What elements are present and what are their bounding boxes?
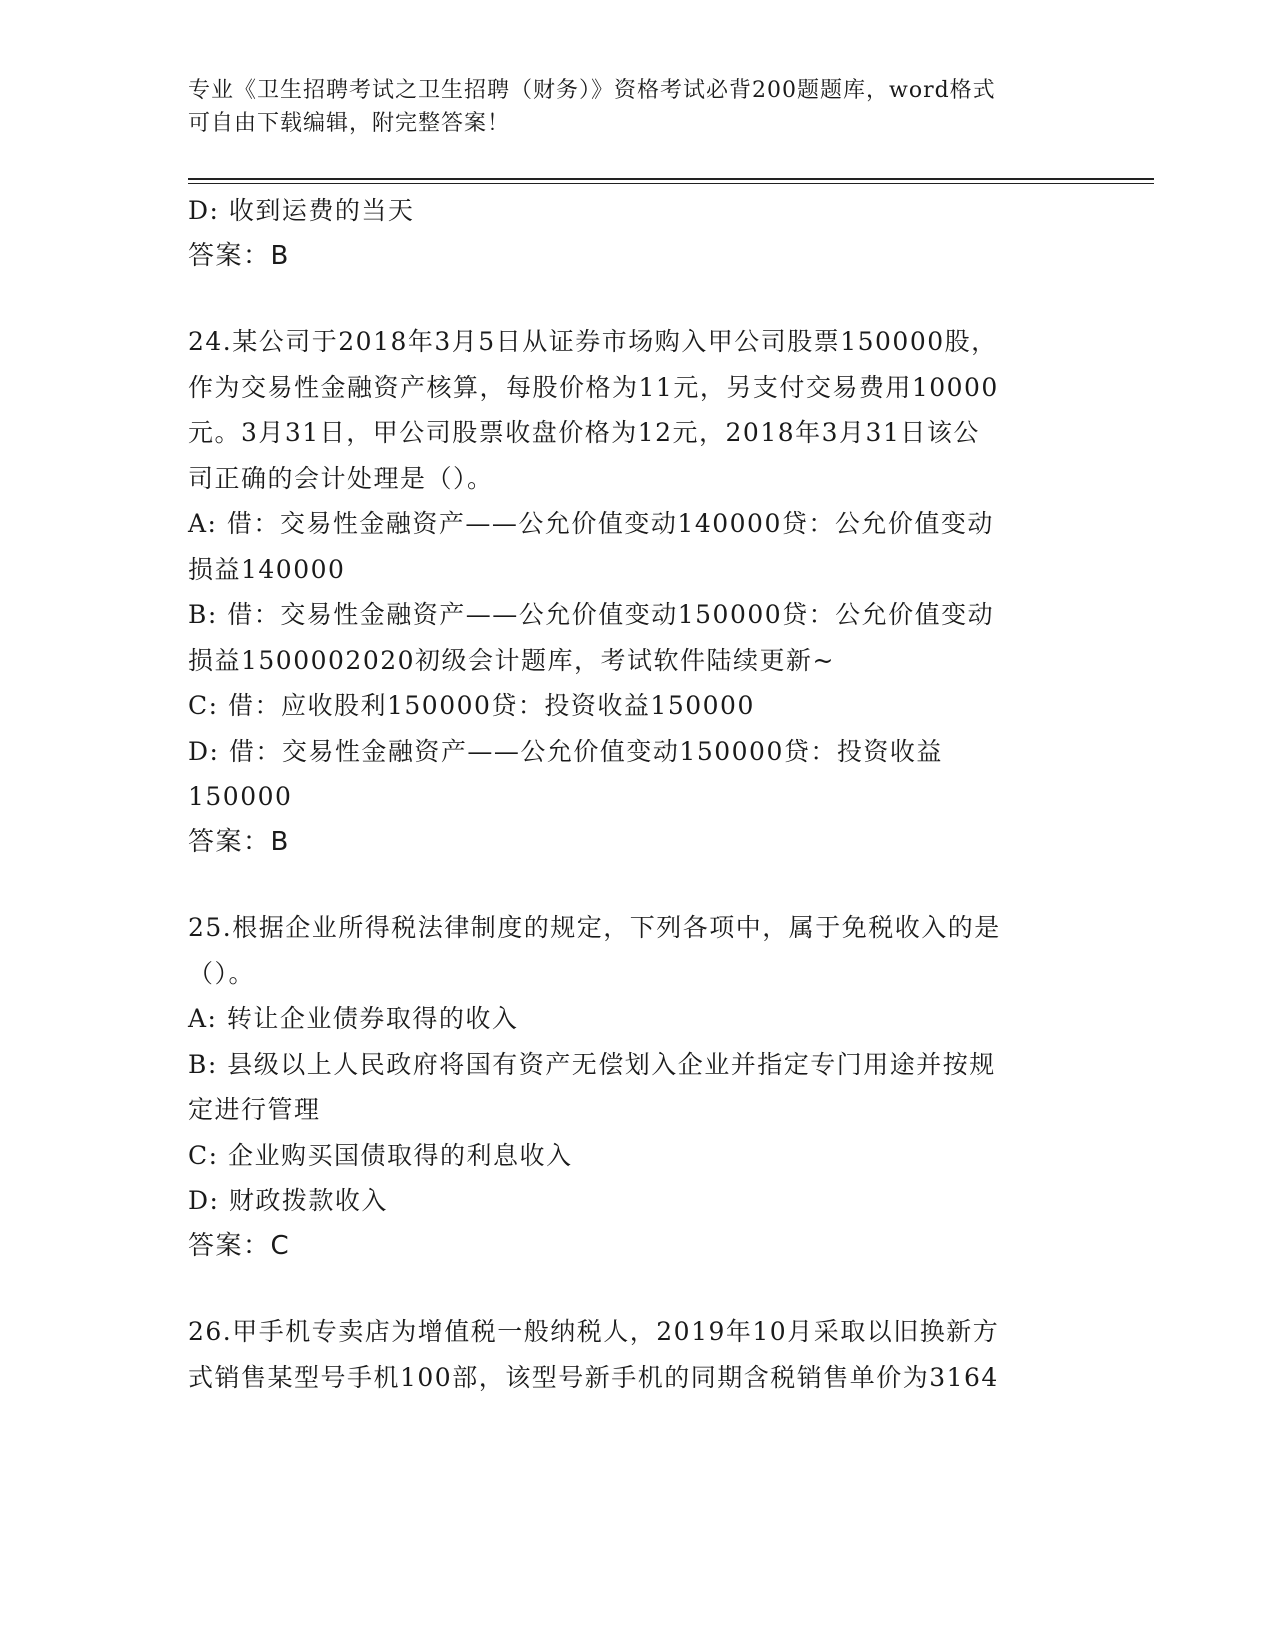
header-title-line-1: 专业《卫生招聘考试之卫生招聘（财务）》资格考试必背200题题库，word格式 — [188, 78, 996, 103]
document-header — [188, 74, 1068, 140]
question-stem-line: 式销售某型号手机100部，该型号新手机的同期含税销售单价为3164 — [188, 1362, 999, 1392]
question-25 — [188, 905, 1068, 1269]
question-stem-line: （）。 — [188, 958, 256, 988]
question-stem-line: 26.甲手机专卖店为增值税一般纳税人，2019年10月采取以旧换新方 — [188, 1317, 1000, 1346]
question-stem-line: 25.根据企业所得税法律制度的规定，下列各项中，属于免税收入的是 — [188, 913, 1001, 942]
question-26 — [188, 1309, 1068, 1400]
option-d: D: 财政拨款收入 — [188, 1186, 388, 1215]
question-stem-line: 元。3月31日，甲公司股票收盘价格为12元，2018年3月31日该公 — [188, 418, 980, 447]
option-d-continued: 150000 — [188, 782, 293, 811]
option-c: C: 借：应收股利150000贷：投资收益150000 — [188, 691, 755, 720]
question-23-tail — [188, 188, 1068, 279]
question-24 — [188, 319, 1068, 865]
option-a: A: 转让企业债券取得的收入 — [188, 1004, 519, 1033]
header-divider-thick — [188, 178, 1154, 180]
option-b: B: 县级以上人民政府将国有资产无偿划入企业并指定专门用途并按规 — [188, 1049, 996, 1079]
document-body — [188, 188, 1068, 1400]
spacer — [188, 865, 1068, 905]
option-b-continued: 损益1500002020初级会计题库，考试软件陆续更新~ — [188, 645, 836, 675]
option-d: D: 借：交易性金融资产——公允价值变动150000贷：投资收益 — [188, 736, 943, 766]
answer-line: 答案：B — [188, 240, 290, 271]
answer-line: 答案：B — [188, 826, 290, 857]
option-a: A: 借：交易性金融资产——公允价值变动140000贷：公允价值变动 — [188, 509, 994, 538]
question-stem-line: 24.某公司于2018年3月5日从证券市场购入甲公司股票150000股， — [188, 327, 998, 356]
option-b-continued: 定进行管理 — [188, 1095, 321, 1124]
header-title-line-2: 可自由下载编辑，附完整答案！ — [188, 111, 511, 136]
spacer — [188, 279, 1068, 319]
option-a-continued: 损益140000 — [188, 554, 346, 584]
question-stem-line: 司正确的会计处理是（）。 — [188, 463, 494, 493]
option-d: D: 收到运费的当天 — [188, 196, 415, 225]
option-b: B: 借：交易性金融资产——公允价值变动150000贷：公允价值变动 — [188, 600, 995, 629]
header-divider-thin — [188, 183, 1154, 184]
spacer — [188, 1269, 1068, 1309]
question-stem-line: 作为交易性金融资产核算，每股价格为11元，另支付交易费用10000 — [188, 372, 999, 402]
option-c: C: 企业购买国债取得的利息收入 — [188, 1140, 573, 1170]
answer-line: 答案：C — [188, 1230, 291, 1261]
